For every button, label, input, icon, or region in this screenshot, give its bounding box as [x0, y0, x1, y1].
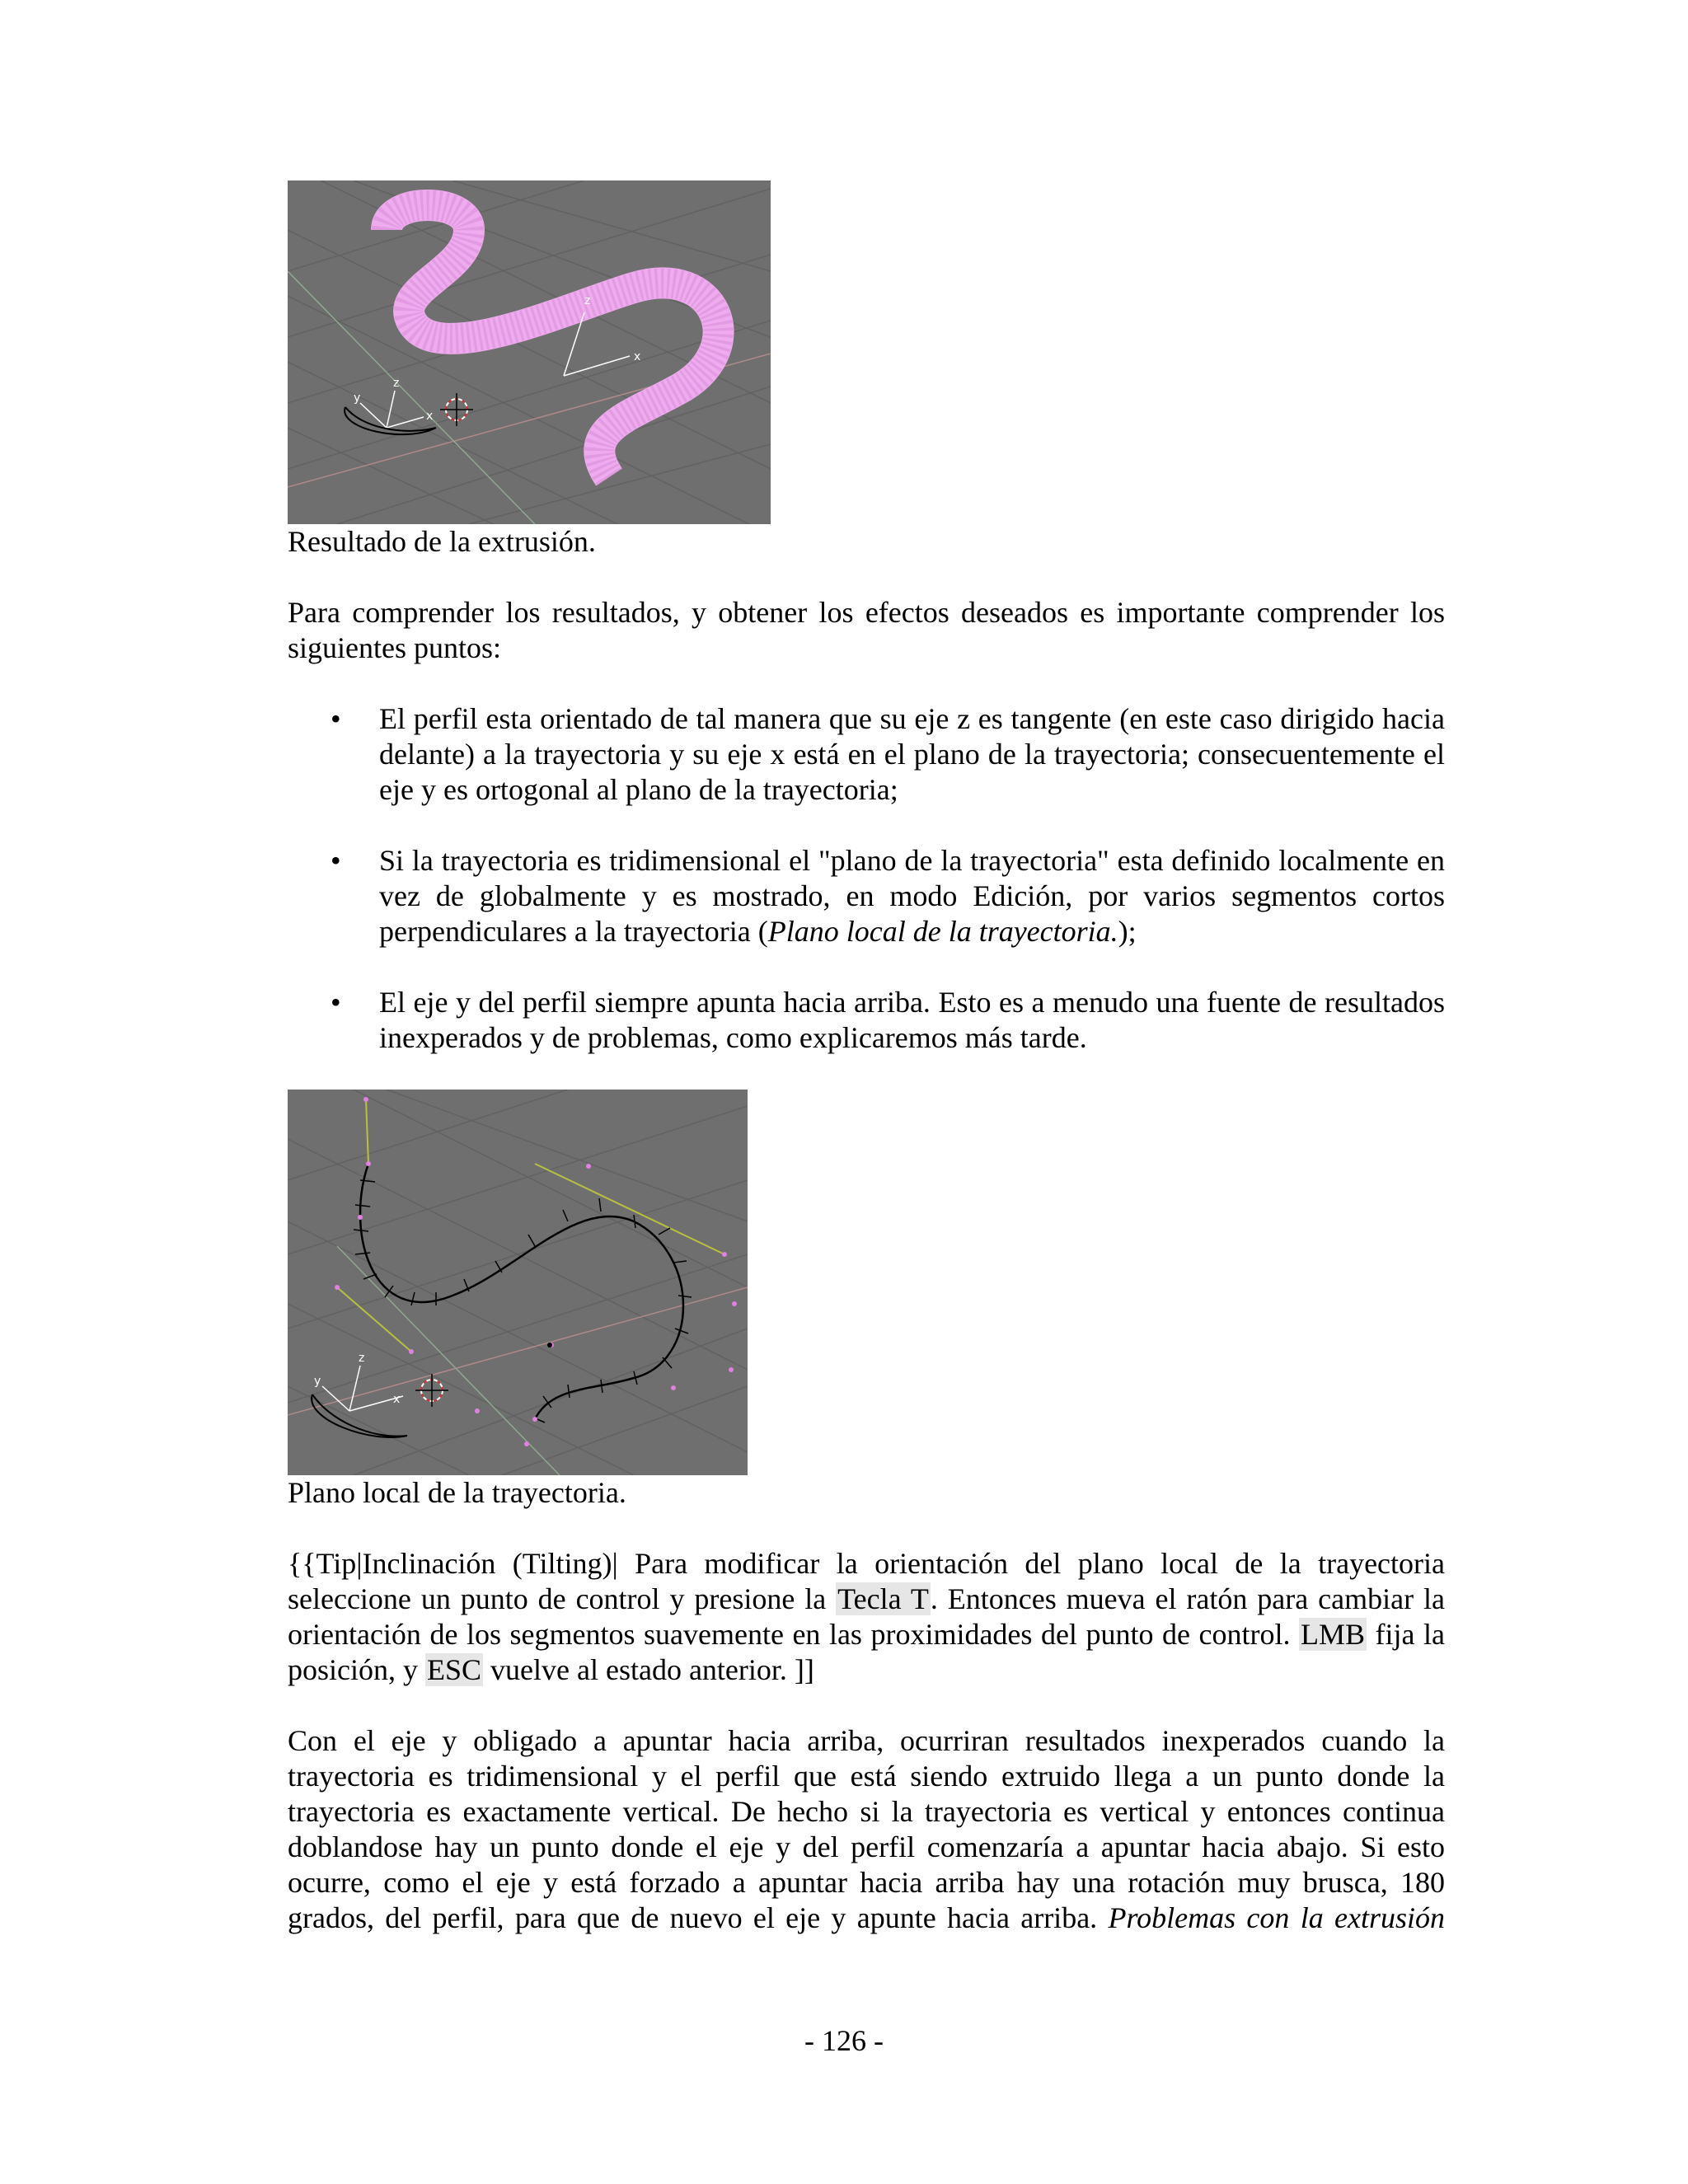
section-reference: Problemas con la extrusión	[1108, 1901, 1445, 1934]
list-item-text: Si la trayectoria es tridimensional el "plano de la trayectoria" esta definido localmente en vez de globalmente y es mostrado, en modo Edición, por varios segmentos cortos perpendiculares a la trayectoria (	[379, 844, 1445, 948]
intro-paragraph: Para comprender los resultados, y obtener los efectos deseados es importante comprender los siguientes puntos:	[288, 596, 1445, 664]
tip-text: fija la posición, y	[288, 1618, 1445, 1686]
axis-label: x	[634, 350, 641, 363]
extrusion-result-image	[288, 180, 771, 524]
bullet-icon: •	[331, 844, 341, 877]
axis-label: z	[584, 294, 591, 307]
list-item	[288, 985, 1445, 1056]
bullet-icon: •	[331, 702, 341, 735]
axis-label: x	[426, 410, 434, 423]
tip-paragraph	[288, 1546, 1445, 1688]
list-item-text: El eje y del perfil siempre apunta hacia arriba. Esto es a menudo una fuente de resultados inexperados y de problemas, como explicaremos más tarde.	[379, 986, 1445, 1054]
list-item	[288, 701, 1445, 808]
tip-text: vuelve al estado anterior. ]]	[483, 1653, 814, 1686]
axis-label: y	[314, 1375, 321, 1388]
local-plane-figure	[288, 1090, 748, 1475]
figure-reference: Plano local de la trayectoria.	[767, 915, 1118, 948]
figure-caption: Plano local de la trayectoria.	[288, 1476, 626, 1509]
bullet-icon: •	[331, 986, 341, 1019]
local-plane-image	[288, 1090, 748, 1475]
figure-caption: Resultado de la extrusión.	[288, 525, 596, 558]
key-shortcut: LMB	[1300, 1618, 1365, 1651]
paragraph-text: Con el eje y obligado a apuntar hacia arriba, ocurriran resultados inexperados cuando la trayectoria es tridimensional y el perfil que está siendo extruido llega a un punto donde la trayectoria es exactamente vertical. De hecho si la trayectoria es vertical y entonces continua doblandose hay un punto donde el eje y del perfil comenzaría a apuntar hacia abajo. Si esto ocurre, como el eje y está forzado a apuntar hacia arriba hay una rotación muy brusca, 180 grados, del perfil, para que de nuevo el eje y apunte hacia arriba.	[288, 1724, 1445, 1934]
list-item-text: );	[1118, 915, 1137, 948]
axis-label: z	[393, 377, 400, 390]
bullet-list	[288, 701, 1445, 1091]
axis-label: y	[354, 391, 361, 405]
page-number: - 126 -	[804, 2024, 884, 2057]
tip-text: . Entonces mueva el ratón para cambiar la orientación de los segmentos suavemente en las proximidades del punto de control.	[288, 1582, 1445, 1651]
axis-label: x	[393, 1393, 401, 1406]
body-paragraph	[288, 1723, 1445, 1936]
key-shortcut: Tecla T	[837, 1582, 929, 1615]
extrusion-result-figure	[288, 180, 771, 524]
key-shortcut: ESC	[427, 1653, 482, 1686]
list-item-text: El perfil esta orientado de tal manera que su eje z es tangente (en este caso dirigido hacia delante) a la trayectoria y su eje x está en el plano de la trayectoria; consecuentemente el eje y es ortogonal al plano de la trayectoria;	[379, 702, 1445, 806]
axis-label: z	[359, 1352, 365, 1365]
list-item	[288, 843, 1445, 949]
tip-text: {{Tip|Inclinación (Tilting)| Para modificar la orientación del plano local de la trayectoria seleccione un punto de control y presione la	[288, 1547, 1445, 1615]
